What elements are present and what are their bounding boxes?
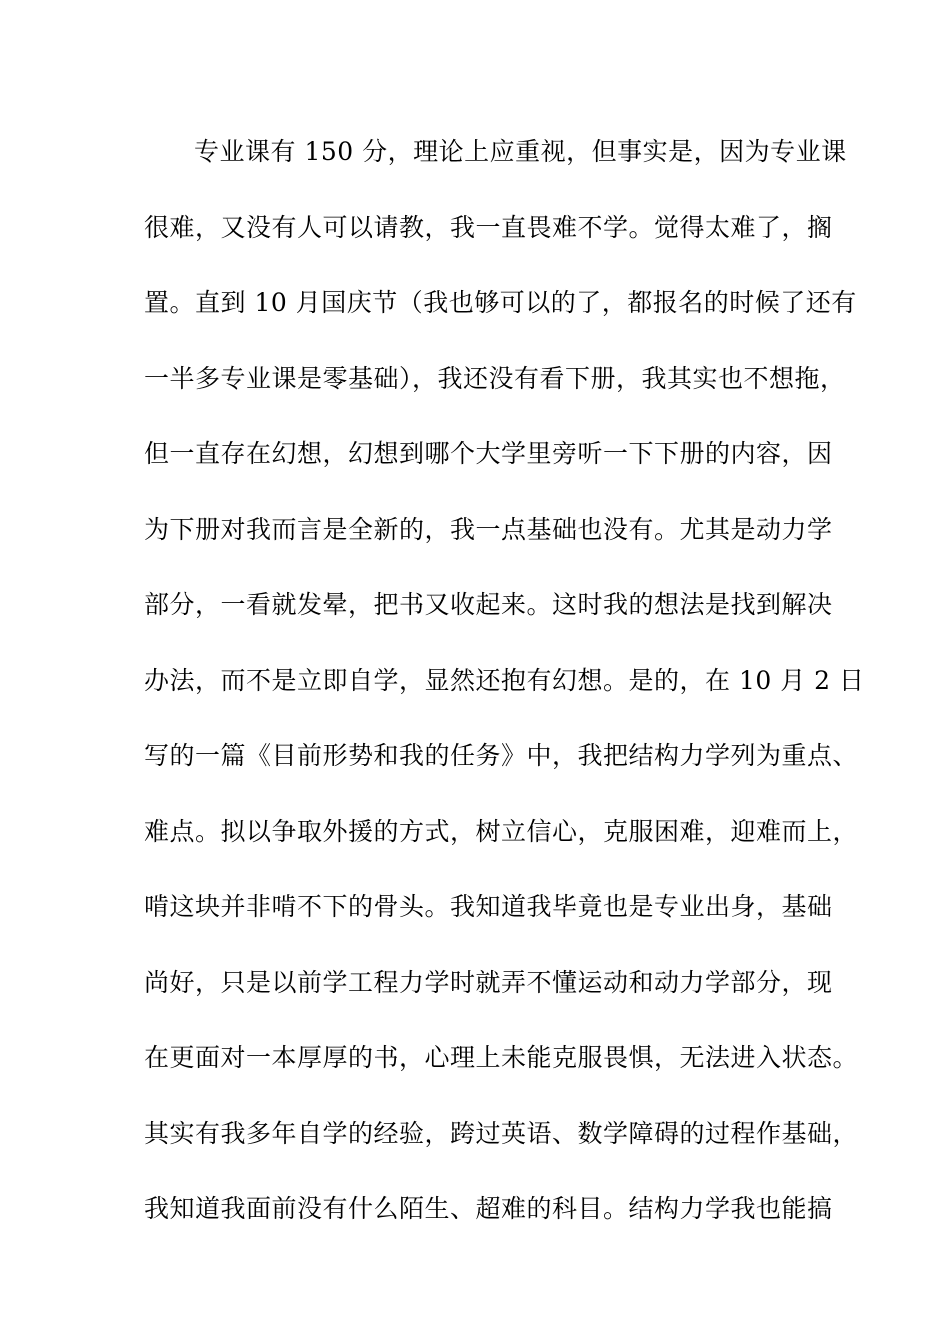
- text-line: 专业课有 150 分，理论上应重视，但事实是，因为专业课: [194, 137, 847, 166]
- text-line: 部分，一看就发晕，把书又收起来。这时我的想法是找到解决: [144, 590, 833, 619]
- text-line: 置。直到 10 月国庆节（我也够可以的了，都报名的时候了还有: [144, 288, 857, 317]
- text-line: 一半多专业课是零基础），我还没有看下册，我其实也不想拖，: [144, 363, 846, 393]
- text-line: 尚好，只是以前学工程力学时就弄不懂运动和动力学部分，现: [144, 967, 833, 997]
- text-line: 办法，而不是立即自学，显然还抱有幻想。是的，在 10 月 2 日: [144, 665, 865, 695]
- text-line: 但一直存在幻想，幻想到哪个大学里旁听一下下册的内容，因: [144, 439, 833, 468]
- body-paragraph: [144, 132, 865, 1265]
- text-line: 很难，又没有人可以请教，我一直畏难不学。觉得太难了，搁: [144, 212, 833, 242]
- text-line: 难点。拟以争取外援的方式，树立信心，克服困难，迎难而上，: [144, 816, 859, 846]
- text-line: 写的一篇《目前形势和我的任务》中，我把结构力学列为重点、: [144, 741, 859, 770]
- text-line: 为下册对我而言是全新的，我一点基础也没有。尤其是动力学: [144, 514, 833, 544]
- text-line: 其实有我多年自学的经验，跨过英语、数学障碍的过程作基础，: [144, 1118, 859, 1148]
- text-line: 啃这块并非啃不下的骨头。我知道我毕竟也是专业出身，基础: [144, 892, 833, 921]
- text-line: 我知道我面前没有什么陌生、超难的科目。结构力学我也能搞: [144, 1194, 833, 1223]
- text-line: 在更面对一本厚厚的书，心理上未能克服畏惧，无法进入状态。: [144, 1043, 859, 1072]
